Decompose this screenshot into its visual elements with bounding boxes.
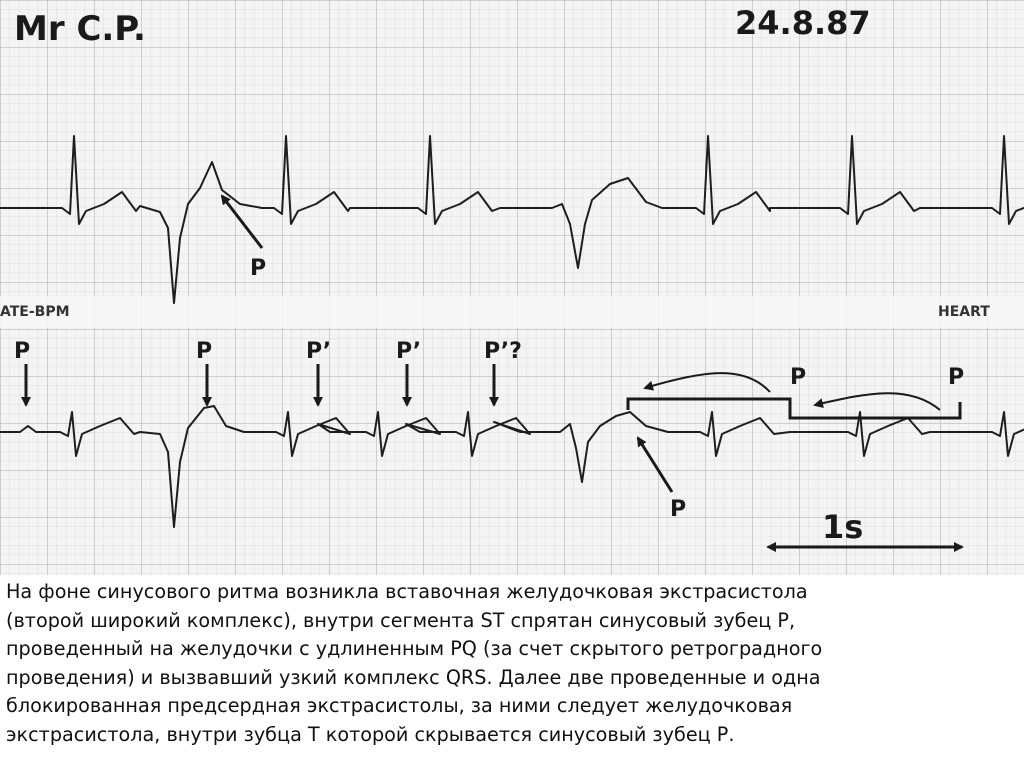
- rate-bpm-label: ATE-BPM: [0, 304, 70, 320]
- patient-label: Mr C.P.: [14, 9, 146, 49]
- p-wave-label: P: [670, 497, 687, 522]
- p-wave-label: P: [948, 365, 965, 390]
- p-prime-label: P’: [306, 339, 332, 364]
- p-wave-label: P: [250, 256, 267, 281]
- heart-label: HEART: [938, 304, 990, 320]
- strip-separator-band: [0, 296, 1024, 328]
- p-wave-label: P: [196, 339, 213, 364]
- caption: [6, 578, 1018, 750]
- time-scale-label: 1s: [822, 508, 864, 546]
- date-label: 24.8.87: [735, 4, 871, 42]
- caption-line: блокированная предсердная экстрасистолы, за ними следует желудочковая: [6, 694, 793, 718]
- caption-line: (второй широкий комплекс), внутри сегмента ST спрятан синусовый зубец Р,: [6, 608, 796, 632]
- p-wave-label: P: [790, 365, 807, 390]
- caption-line: проведения) и вызвавший узкий комплекс QRS. Далее две проведенные и одна: [6, 665, 821, 689]
- p-wave-label: P: [14, 339, 31, 364]
- caption-line: проведенный на желудочки с удлиненным PQ (за счет скрытого ретроградного: [6, 637, 823, 661]
- caption-line: экстрасистола, внутри зубца Т которой скрывается синусовый зубец Р.: [6, 722, 735, 746]
- caption-line: На фоне синусового ритма возникла вставочная желудочковая экстрасистола: [6, 580, 808, 603]
- p-prime-question-label: P’?: [484, 339, 522, 364]
- p-prime-label: P’: [396, 339, 422, 364]
